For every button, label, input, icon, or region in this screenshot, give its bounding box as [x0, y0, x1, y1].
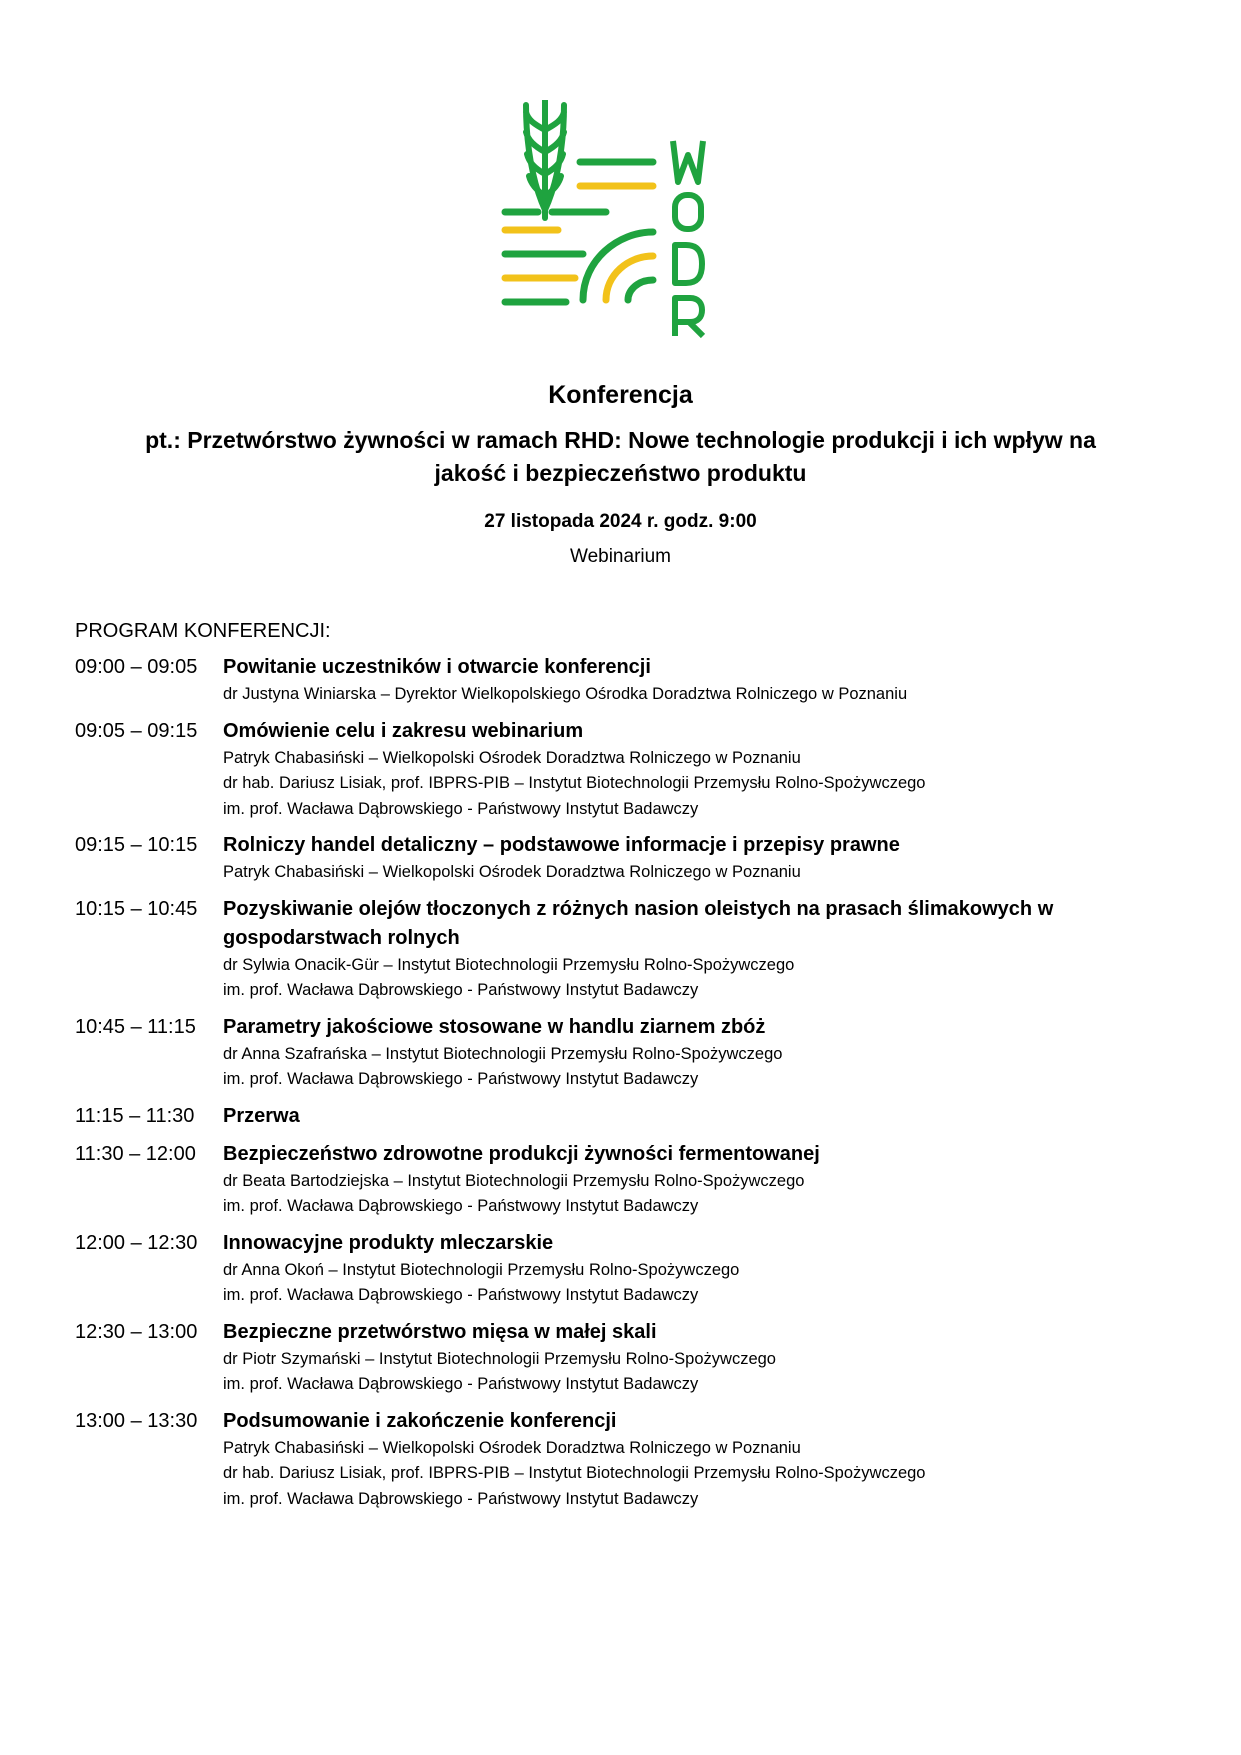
program-item-head	[75, 1140, 1175, 1169]
program-item	[75, 1407, 1175, 1513]
program-speakers	[75, 953, 1175, 1004]
wodr-logo	[498, 100, 748, 345]
speaker-line: im. prof. Wacława Dąbrowskiego - Państwowy Instytut Badawczy	[223, 1375, 699, 1393]
speaker-line: Patryk Chabasiński – Wielkopolski Ośrodek Doradztwa Rolniczego w Poznaniu	[223, 1438, 801, 1457]
speaker-line: dr hab. Dariusz Lisiak, prof. IBPRS-PIB – Instytut Biotechnologii Przemysłu Rolno-Spożywczego	[223, 1464, 926, 1482]
program-item	[75, 717, 1175, 823]
speaker-line: Patryk Chabasiński – Wielkopolski Ośrodek Doradztwa Rolniczego w Poznaniu	[223, 863, 801, 881]
program-title: Bezpieczne przetwórstwo mięsa w małej skali	[223, 1320, 657, 1343]
program-speakers	[75, 1436, 1175, 1513]
program-speakers	[75, 1258, 1175, 1309]
program-title: Powitanie uczestników i otwarcie konferencji	[223, 656, 651, 678]
logo-lettering	[673, 141, 703, 336]
program-title: Omówienie celu i zakresu webinarium	[223, 719, 584, 742]
speaker-line: im. prof. Wacława Dąbrowskiego - Państwowy Instytut Badawczy	[223, 1489, 699, 1508]
program-speakers	[75, 1169, 1175, 1220]
conference-date: 27 listopada 2024 r. godz. 9:00	[484, 511, 757, 532]
program-title: Podsumowanie i zakończenie konferencji	[223, 1409, 617, 1432]
subtitle-line: pt.: Przetwórstwo żywności w ramach RHD: Nowe technologie produkcji i ich wpływ na	[145, 427, 1096, 453]
conference-subtitle	[40, 424, 1201, 490]
program-time: 12:30 – 13:00	[75, 1320, 198, 1343]
program-item-head	[75, 1407, 1175, 1436]
conference-title: Konferencja	[548, 381, 693, 409]
program-time: 09:00 – 09:05	[75, 656, 198, 678]
program-item-head	[75, 1229, 1175, 1258]
program-title: Rolniczy handel detaliczny – podstawowe informacje i przepisy prawne	[223, 834, 900, 856]
program-speakers	[75, 682, 1175, 708]
speaker-line: dr Piotr Szymański – Instytut Biotechnologii Przemysłu Rolno-Spożywczego	[223, 1349, 776, 1368]
speaker-line: Patryk Chabasiński – Wielkopolski Ośrodek Doradztwa Rolniczego w Poznaniu	[223, 748, 801, 767]
program-speakers	[75, 746, 1175, 823]
program-heading: PROGRAM KONFERENCJI:	[75, 620, 331, 642]
program-title: Bezpieczeństwo zdrowotne produkcji żywności fermentowanej	[223, 1142, 820, 1165]
program-item-head	[75, 895, 1175, 953]
speaker-line: dr Anna Szafrańska – Instytut Biotechnologii Przemysłu Rolno-Spożywczego	[223, 1044, 783, 1063]
program-item	[75, 1140, 1175, 1220]
speaker-line: dr Sylwia Onacik-Gür – Instytut Biotechnologii Przemysłu Rolno-Spożywczego	[223, 955, 795, 974]
program-speakers	[75, 860, 1175, 886]
program-item	[75, 831, 1175, 886]
program-item	[75, 653, 1175, 708]
program-time: 10:15 – 10:45	[75, 897, 198, 920]
speaker-line: dr Anna Okoń – Instytut Biotechnologii Przemysłu Rolno-Spożywczego	[223, 1260, 740, 1279]
speaker-line: im. prof. Wacława Dąbrowskiego - Państwowy Instytut Badawczy	[223, 1286, 699, 1304]
program-title: Parametry jakościowe stosowane w handlu ziarnem zbóż	[223, 1015, 766, 1038]
conference-mode: Webinarium	[569, 546, 672, 567]
program-speakers	[75, 1042, 1175, 1093]
speaker-line: dr hab. Dariusz Lisiak, prof. IBPRS-PIB – Instytut Biotechnologii Przemysłu Rolno-Spożywczego	[223, 774, 926, 792]
program-title: Innowacyjne produkty mleczarskie	[223, 1231, 554, 1254]
program-item-head	[75, 1318, 1175, 1347]
program-title: Pozyskiwanie olejów tłoczonych z różnych nasion oleistych na prasach ślimakowych w gospodarstwach rolnych	[223, 897, 1054, 949]
program-item-head	[75, 653, 1175, 682]
program-time: 09:15 – 10:15	[75, 834, 198, 856]
program-item	[75, 1102, 1175, 1131]
program-time: 11:15 – 11:30	[75, 1104, 195, 1127]
program-item-head	[75, 831, 1175, 860]
subtitle-line: jakość i bezpieczeństwo produktu	[434, 460, 807, 486]
program-time: 10:45 – 11:15	[75, 1015, 196, 1038]
program-item-head	[75, 1102, 1175, 1131]
program-time: 09:05 – 09:15	[75, 719, 198, 742]
program-item	[75, 1318, 1175, 1398]
program-item	[75, 1229, 1175, 1309]
speaker-line: im. prof. Wacława Dąbrowskiego - Państwowy Instytut Badawczy	[223, 1070, 699, 1088]
speaker-line: im. prof. Wacława Dąbrowskiego - Państwowy Instytut Badawczy	[223, 1197, 699, 1215]
program-list	[75, 653, 1175, 1521]
program-time: 11:30 – 12:00	[75, 1142, 196, 1165]
program-item	[75, 895, 1175, 1004]
program-time: 13:00 – 13:30	[75, 1409, 198, 1432]
program-title: Przerwa	[223, 1104, 300, 1127]
program-speakers	[75, 1347, 1175, 1398]
logo-arc	[628, 280, 653, 300]
speaker-line: im. prof. Wacława Dąbrowskiego - Państwowy Instytut Badawczy	[223, 799, 699, 818]
speaker-line: dr Justyna Winiarska – Dyrektor Wielkopolskiego Ośrodka Doradztwa Rolniczego w Poznaniu	[223, 685, 908, 703]
program-item	[75, 1013, 1175, 1093]
program-item-head	[75, 1013, 1175, 1042]
program-time: 12:00 – 12:30	[75, 1231, 198, 1254]
program-item-head	[75, 717, 1175, 746]
speaker-line: dr Beata Bartodziejska – Instytut Biotechnologii Przemysłu Rolno-Spożywczego	[223, 1171, 805, 1190]
speaker-line: im. prof. Wacława Dąbrowskiego - Państwowy Instytut Badawczy	[223, 981, 699, 999]
